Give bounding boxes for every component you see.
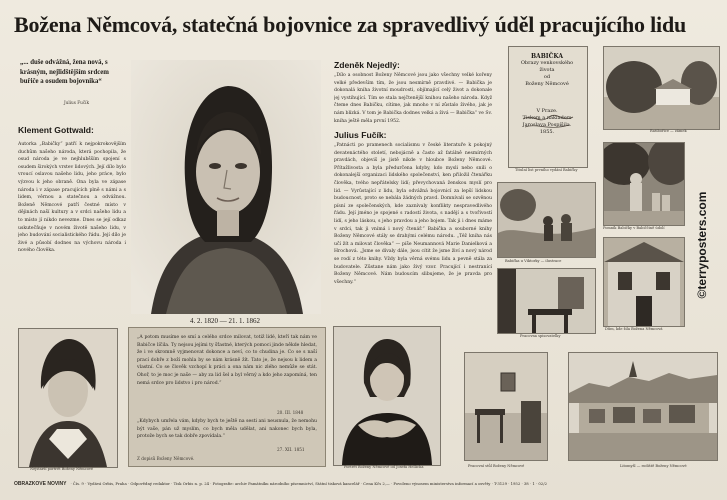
nejedly-heading: Zdeněk Nejedlý: — [334, 60, 400, 70]
book-signature — [509, 47, 587, 167]
book-od: od — [543, 74, 551, 80]
footer-brand: OBRÁZKOVÉ NOVINY — [14, 481, 67, 487]
gottwald-heading: Klement Gottwald: — [18, 125, 94, 135]
book-author: Boženy Němcové — [525, 81, 569, 87]
portrait-young — [18, 328, 118, 468]
poster-title: Božena Němcová, statečná bojovnice za spravedlivý úděl pracujícího lidu — [14, 12, 687, 37]
main-portrait — [131, 60, 321, 314]
caption-monument: Pomník Babičky v Babiččině údolí — [603, 226, 665, 230]
book-publisher: Tiskem a nákladem Jaroslava Pospíšila. — [522, 115, 572, 128]
portrait-painting — [333, 326, 441, 466]
footer-text: · Čís. 9 · Vydává Orbis, Praha · Odpovědný redaktor · Tisk Orbis n. p. 24 · Fotografie: archiv Památníku národního písemnictví, Státní tisková kancelář · Cena Kčs 2,— · Povoleno výnosem ministerstva informací a osvěty · T-3129 · 1952 · 38 · 1 · 02/2 — [70, 481, 547, 486]
letter-date-1: 20. III. 1848 — [277, 410, 304, 415]
monument-photo — [603, 142, 685, 226]
caption-city: Litomyšl — rodiště Boženy Němcové — [620, 464, 687, 468]
workplace-photo — [497, 268, 596, 334]
gottwald-text: Autorka „Babičky“ patří k nejpokrokovějším duchům našeho národa, která pochopila, že osud národa je ve nejhlubšším spojení s osudem širokých vrstev lidových. Její dílo bylo vroucí oslavou našeho lidu, jeho práce, bylo výzvou k jeho obraně. Ona byla ve zápase národa i v zápase pracujících plně s námi a s lidem, věrnou a statečnou a odvážnou. Boženě Němcové patří čestné místo v dějinách naší kultury a v srdci našeho lidu a to místo jí nikdo nevezme. Dnes se její odkaz uskutečňuje v novém životě našeho lidu, v jeho budování socialistického řádu. Její dílo je živé a působí dodnes na výchovu národa i nového člověka. — [18, 142, 126, 254]
fucik-text: „Patnácti po pramenech socialismu v české literatuře k pokojný devatenáctého století, nebojácně a často až fatálně nesmírných pravdách, objeviš je jistě nikde v hloubce Boženy Němcové. Přítažlivosta a byla předurčena kdyby, kdo mysli nebo snili o dokonalejší organizaci lidského společenství, ken přiložil čtenářku člověka, tvého nepřátelsky lidí; převychovaná ženskou myslí pro lid. — Vyrůstající z lidu, byla odvážná bojovnicí za lepší lidskou budoucnost, proto se nebála žádných pravd. Domnívali se ozvěnou písní ze společenských, kde zaznívaly konflikty nespravedlivého řádu. Její jméno je spojené s radostí života, s nadějí a s tvořivostí lidí, s jeho láskou, s jeho pravdou a jeho bojem. Tak ji i dnes máme v srdci, tak ji vnímá i nový čtenář.“ Babička a souborné knihy Boženy Němcové stály se drahými celému národu. „Též kniha nás učí žít a milovat člověka“ — píše Neumannová Marie Danielková a Hrochová. „Jsme se dívaly dále, jsou cítit že jsme živí a nový národ se rodí z této knihy. Vždy byla věrná svému lidu a pevně stála za budovatele. Zůstane nám jako živý vzor. Pracující i nestranící Boženy Němcové. Nám budoucím slibujeme, že je pravda pro všechny.“ — [334, 143, 492, 285]
caption-portrait-young: Nejstarší portrét Boženy Němcové — [30, 467, 94, 471]
caption-castle: Ratibořice — zámek — [650, 129, 687, 133]
book-cover — [508, 46, 588, 168]
book-year: 1855. — [539, 129, 555, 135]
fucik-heading: Julius Fučík: — [334, 130, 387, 140]
letter-source: Z dopisů Boženy Němcové. — [137, 456, 195, 461]
main-portrait-image — [131, 60, 321, 314]
book-city: V Praze. — [536, 108, 558, 114]
watermark — [688, 150, 716, 340]
caption-portrait-painting: Portrét Boženy Němcové od Josefa Hellicha — [344, 465, 424, 469]
caption-book-cover: Titulní list prvního vydání Babičky — [515, 168, 578, 172]
letter-text: „A potom musíme se smí a celého srdce milovat, totiž lidé, kteří tak nám ve Babičce líčila. Ty nejsou jejími ty šťastné, kterých pomoci jinde někde hledat, že i ve skromně vyjmenovat dokonce a neví, co to chudina je. Co se s naší prací dobře z boží mohla by se nám krásně žít. Tato je, že nejsou k lidem a vlastní. Co se člověk vzchopí k práci a ona nám nic zlého nemůže se stát. Ohoř, to je moc je naše — aby za lid šel a byl věrný a kdo jeho zapomíná, ten nemá srdce pro lidstvo i pro národ.“ — [137, 335, 317, 386]
watermark-text: ©terryposters.com — [695, 191, 709, 299]
nejedly-text: „Dílo a osobnost Boženy Němcové jsou jako všechny velké kořeny velké především tím, že jsou nesmírně pravdivé. — Babička je dokonalá kniha životní moudrosti, objímající celý život a dokonale jej vystihující. Tím se stala nejčtenější knihou našeho národa. Když čteme dnes Babičku, cítíme, jak mnoho v ní zůstalo živého, jak je nám blízká. V tom je Babička dodnes velká a živá — Babička“ ve Sv. kniha ještě měla první 1952. — [334, 73, 492, 124]
interior-room — [464, 352, 548, 461]
letter-excerpt — [128, 327, 326, 467]
footer — [14, 481, 704, 491]
book-subtitle: Obrazy venkovského života — [520, 60, 574, 73]
mill-illustration — [497, 182, 596, 258]
epigraph-author: Julius Fučík — [64, 100, 90, 105]
house-photo — [603, 237, 685, 327]
city-panorama — [568, 352, 718, 461]
epigraph-quote: „... duše odvážná, žena nová, s krásným, nejlidštějším srdcem buřiče a osudem bojovnika“ — [20, 59, 109, 85]
caption-workplace: Pracovna spisovatelky — [520, 334, 561, 338]
castle-photo — [603, 46, 720, 130]
caption-mill: Babička u Viktorky — ilustrace — [505, 259, 562, 263]
portrait-dates: 4. 2. 1820 — 21. 1. 1862 — [190, 317, 260, 325]
letter-quote-2: „Kdybych umřela vám, kdyby bych te ještě na sesti ani neusnula, že nemohu být vaše, pán už myslím, co bych měla udělat, ani nakonec bych byla, protože bych se tak dobře zpovídala.“ — [137, 419, 317, 440]
book-title: BABIČKA — [530, 53, 563, 60]
caption-interior-room: Pracovní stůl Boženy Němcové — [468, 464, 525, 468]
letter-date-2: 27. XII. 1851 — [277, 447, 305, 452]
caption-house: Dům, kde žila Božena Němcová — [605, 327, 663, 331]
